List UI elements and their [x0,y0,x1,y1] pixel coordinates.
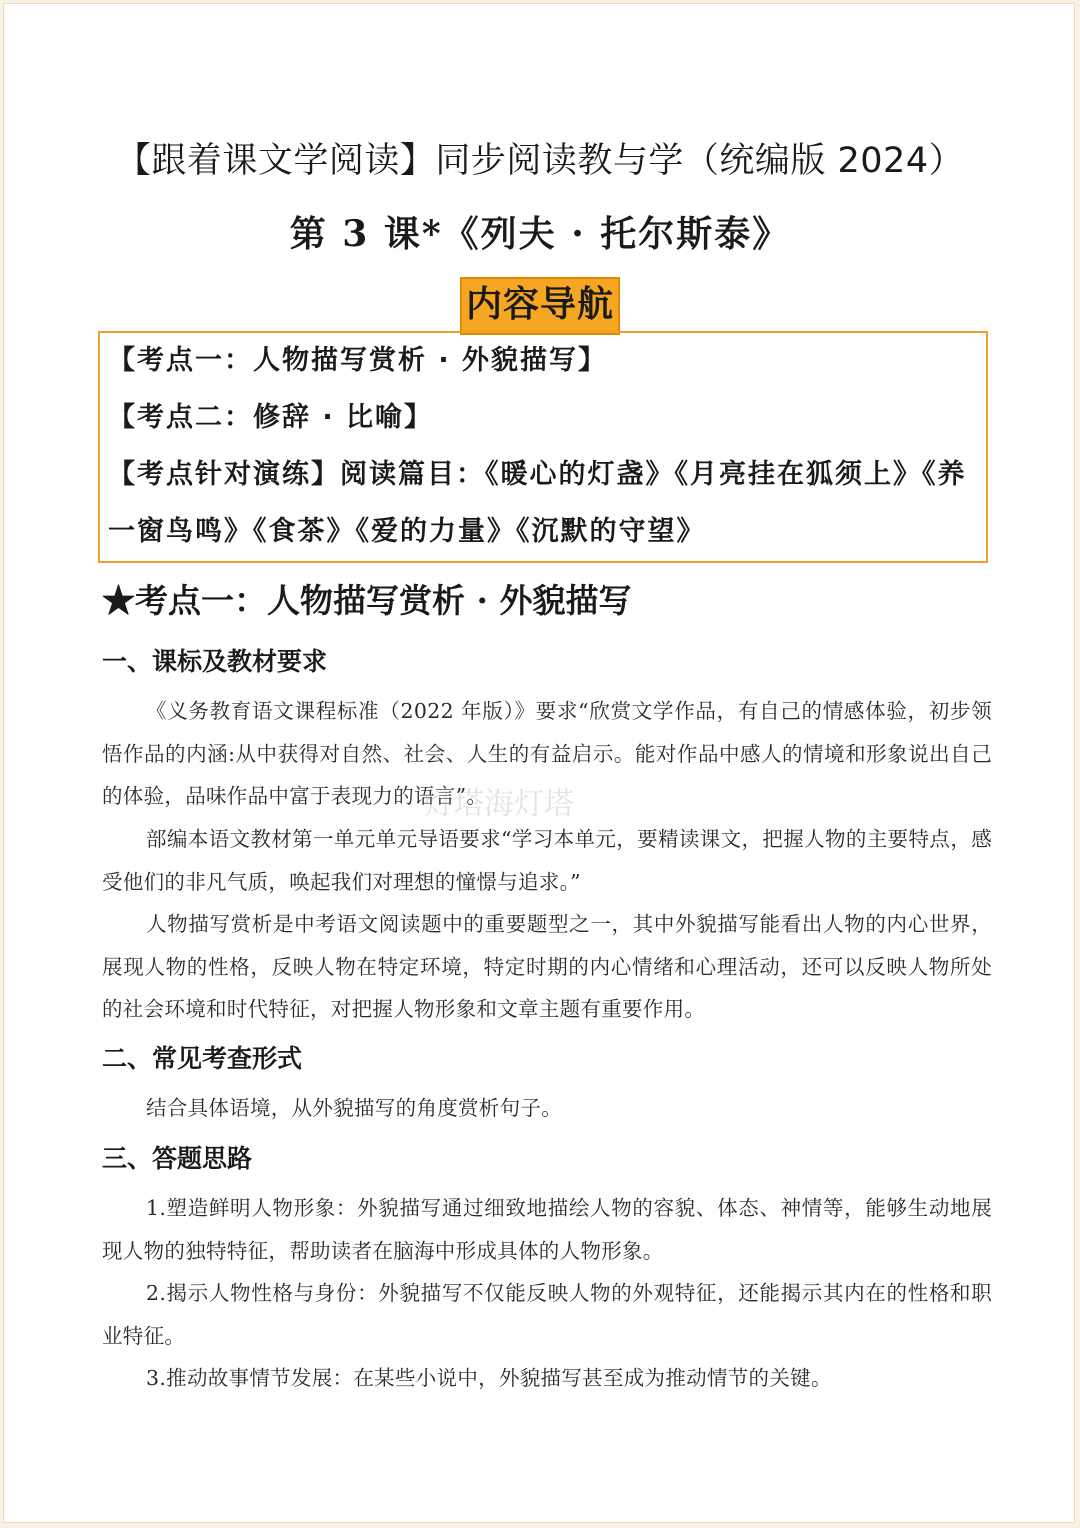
nav-item-practice-cont: 一窗鸟鸣》《食茶》《爱的力量》《沉默的守望》 [108,516,706,547]
subheading-forms: 二、常见考查形式 [102,1044,303,1073]
section-heading: ★考点一：人物描写赏析 · 外貌描写 [102,581,632,620]
subheading-requirements: 一、课标及教材要求 [102,647,328,676]
document-title: 【跟着课文学阅读】同步阅读教与学（统编版 2024） [115,141,965,181]
content-nav-box [98,331,988,563]
nav-item-point-one: 【考点一：人物描写赏析 · 外貌描写】 [108,345,608,376]
nav-title-badge: 内容导航 [460,277,620,335]
subheading-approach: 三、答题思路 [102,1144,253,1173]
paragraph-approach-2: 2.揭示人物性格与身份：外貌描写不仅能反映人物的外观特征，还能揭示其内在的性格和职业特征。 [102,1281,992,1348]
watermark: 灯塔海灯塔 [424,787,574,822]
nav-item-point-two: 【考点二：修辞 · 比喻】 [108,402,434,433]
paragraph-textbook: 部编本语文教材第一单元单元导语要求“学习本单元，要精读课文，把握人物的主要特点，感受他们的非凡气质，唤起我们对理想的憧憬与追求。” [102,827,992,894]
paragraph-forms: 结合具体语境，从外貌描写的角度赏析句子。 [146,1096,562,1120]
document-page [3,3,1075,1523]
lesson-title: 第 3 课*《列夫 · 托尔斯泰》 [289,213,791,255]
paragraph-curriculum: 《义务教育语文课程标准（2022 年版）》要求“欣赏文学作品，有自己的情感体验，初步领悟作品的内涵:从中获得对自然、社会、人生的有益启示。能对作品中感人的情境和形象说出自己的体验，品味作品中富于表现力的语言”。 [102,699,992,808]
nav-title-wrap [4,277,1076,335]
paragraph-approach-3: 3.推动故事情节发展：在某些小说中，外貌描写甚至成为推动情节的关键。 [146,1366,832,1390]
paragraph-approach-1: 1.塑造鲜明人物形象：外貌描写通过细致地描绘人物的容貌、体态、神情等，能够生动地展现人物的独特特征，帮助读者在脑海中形成具体的人物形象。 [102,1196,992,1263]
paragraph-description: 人物描写赏析是中考语文阅读题中的重要题型之一，其中外貌描写能看出人物的内心世界，展现人物的性格，反映人物在特定环境，特定时期的内心情绪和心理活动，还可以反映人物所处的社会环境和时代特征，对把握人物形象和文章主题有重要作用。 [102,912,992,1021]
nav-item-practice: 【考点针对演练】阅读篇目：《暖心的灯盏》《月亮挂在狐须上》《养 [108,459,967,490]
